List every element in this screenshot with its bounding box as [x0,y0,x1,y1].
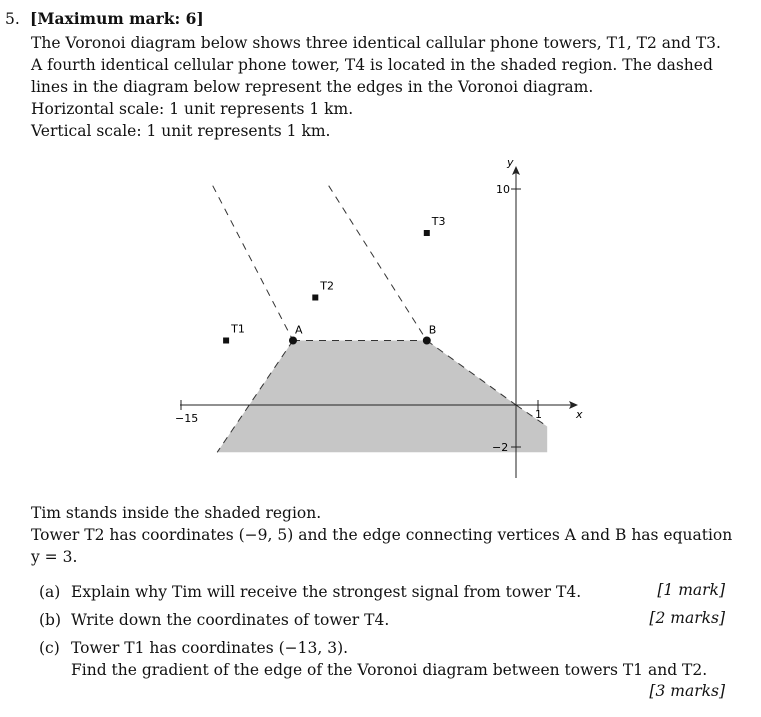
voronoi-edge-1 [213,186,293,341]
marks-header: [Maximum mark: 6] [30,9,204,28]
after-line-2: Tower T2 has coordinates (−9, 5) and the edge connecting vertices A and B has equation [31,526,733,544]
tick-label-x-min: −15 [175,412,199,425]
part-b-marks: [2 marks] [649,609,725,627]
tick-label-y-neg: −2 [492,441,509,454]
after-line-1: Tim stands inside the shaded region. [31,504,322,522]
part-b-text: Write down the coordinates of tower T4. [71,611,390,629]
tower-t3-marker [424,230,430,236]
intro-line-5: Vertical scale: 1 unit represents 1 km. [31,122,331,140]
part-a-label: (a) [39,583,61,601]
question-number: 5. [5,10,20,28]
part-c-label: (c) [39,639,60,657]
tick-label-x-one: 1 [535,408,542,421]
part-a-marks: [1 mark] [657,581,725,599]
tick-label-y-top: 10 [496,183,510,196]
tower-t1-marker [223,338,229,344]
intro-line-2: A fourth identical cellular phone tower, T4 is located in the shaded region. The dashed [31,56,713,74]
vertex-b-point [423,337,431,345]
tower-t2-marker [312,295,318,301]
vertex-b-label: B [428,323,437,337]
shaded-region [217,341,547,453]
intro-line-3: lines in the diagram below represent the edges in the Voronoi diagram. [31,78,594,96]
part-a-text: Explain why Tim will receive the strongest signal from tower T4. [71,583,582,601]
tower-t1-label: T1 [231,322,245,336]
tower-t3-label: T3 [431,215,446,228]
intro-line-1: The Voronoi diagram below shows three identical callular phone towers, T1, T2 and T3. [31,34,721,52]
part-c-text-2: Find the gradient of the edge of the Voronoi diagram between towers T1 and T2. [71,661,708,679]
after-line-3: y = 3. [31,548,78,566]
part-c-text: Tower T1 has coordinates (−13, 3). [71,639,349,657]
x-axis-label: x [576,408,583,421]
tower-t2-label: T2 [320,279,335,293]
y-axis-label: y [507,156,514,169]
vertex-a-point [289,337,297,345]
part-b-label: (b) [39,611,62,629]
voronoi-edge-2 [329,186,427,341]
intro-line-4: Horizontal scale: 1 unit represents 1 km. [31,100,354,118]
vertex-a-label: A [295,323,303,337]
part-c-marks: [3 marks] [649,682,725,700]
